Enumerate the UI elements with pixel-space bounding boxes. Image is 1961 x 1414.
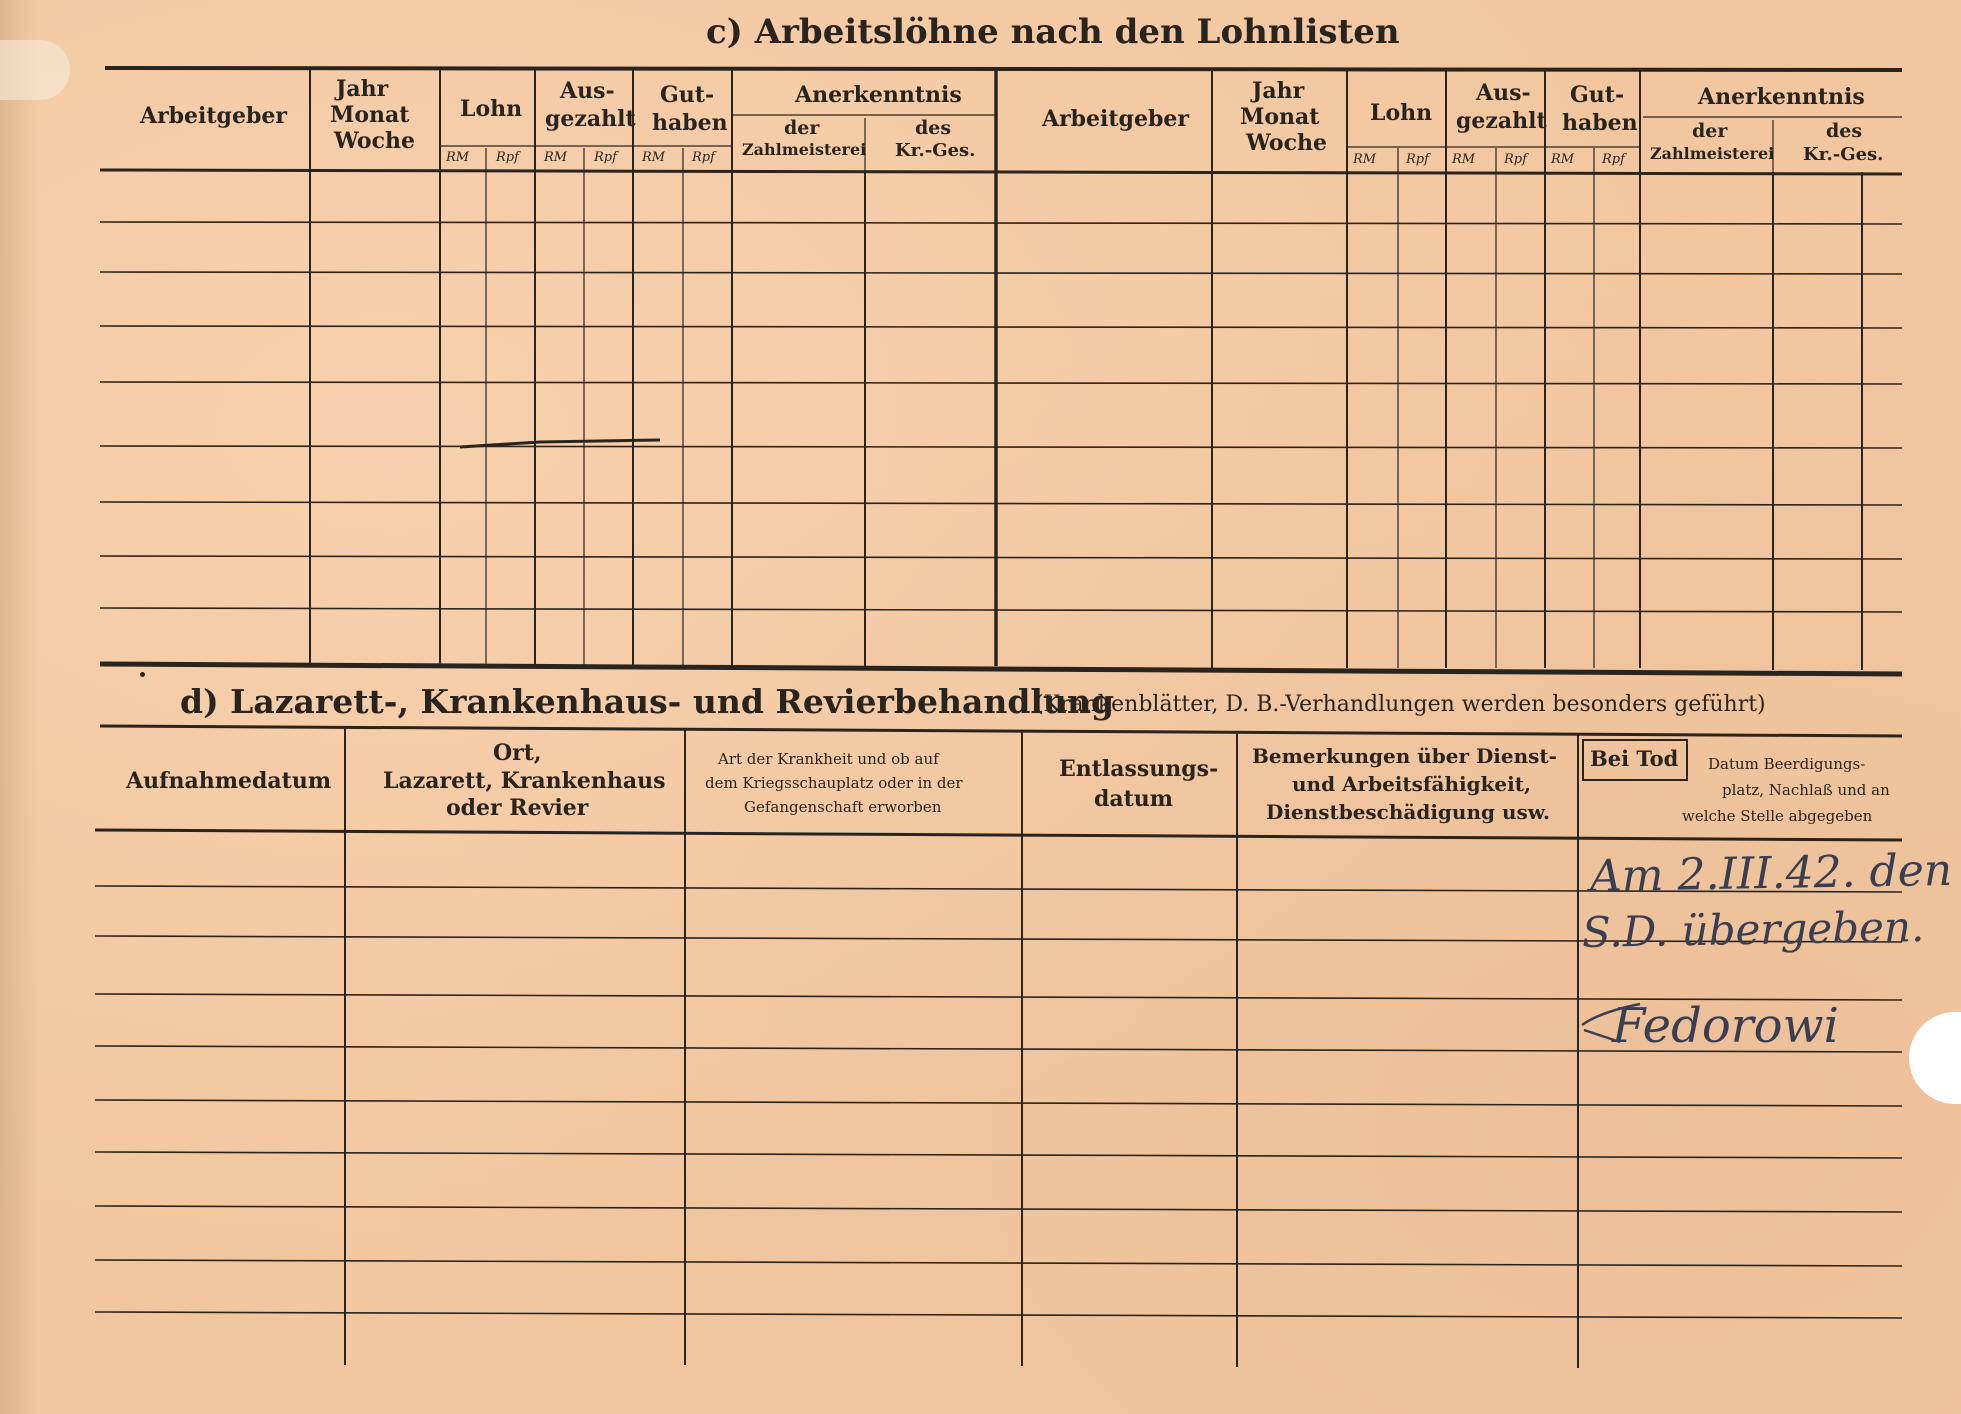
- unit-rm: RM: [1353, 152, 1377, 167]
- header-zahlmeisterei: Zahlmeisterei: [742, 140, 867, 159]
- header-gut-right: Gut-: [1570, 82, 1625, 108]
- header-jahr-right: Jahr: [1252, 78, 1305, 104]
- header-haben-right: haben: [1562, 110, 1638, 136]
- header-entlassung-line1: Entlassungs-: [1059, 756, 1219, 782]
- unit-rpf: Rpf: [1504, 152, 1527, 167]
- unit-rpf: Rpf: [496, 150, 519, 165]
- section-d-title: d) Lazarett-, Krankenhaus- und Revierbehandlung: [180, 682, 1115, 721]
- header-arbeitgeber-right: Arbeitgeber: [1042, 106, 1189, 132]
- header-der: der: [784, 117, 820, 139]
- unit-rm: RM: [1452, 152, 1476, 167]
- unit-rpf: Rpf: [1406, 152, 1429, 167]
- header-aus-right: Aus-: [1476, 80, 1531, 106]
- header-arbeitgeber: Arbeitgeber: [140, 103, 287, 129]
- header-gezahlt-right: gezahlt: [1456, 108, 1547, 134]
- header-datum-line2: platz, Nachlaß und an: [1722, 781, 1890, 799]
- header-datum-line3: welche Stelle abgegeben: [1682, 807, 1873, 825]
- section-d-note: (Krankenblätter, D. B.-Verhandlungen werden besonders geführt): [1035, 692, 1766, 717]
- header-anerkenntnis-right: Anerkenntnis: [1698, 84, 1865, 110]
- header-bemerkungen-line2: und Arbeitsfähigkeit,: [1292, 772, 1531, 796]
- section-c-title: c) Arbeitslöhne nach den Lohnlisten: [706, 12, 1400, 52]
- unit-rm: RM: [544, 150, 568, 165]
- unit-rpf: Rpf: [1602, 152, 1625, 167]
- header-jahr: Jahr: [336, 76, 389, 102]
- header-bemerkungen-line3: Dienstbeschädigung usw.: [1266, 800, 1550, 824]
- header-aus: Aus-: [560, 78, 615, 104]
- ink-dot: [140, 672, 145, 677]
- header-bei-tod: Bei Tod: [1590, 746, 1679, 771]
- unit-rm: RM: [1551, 152, 1575, 167]
- header-ort-line3: oder Revier: [446, 795, 589, 821]
- header-monat: Monat: [330, 102, 410, 128]
- unit-rpf: Rpf: [692, 150, 715, 165]
- header-haben: haben: [652, 110, 728, 136]
- header-woche: Woche: [334, 128, 415, 154]
- header-zahlmeisterei-right: Zahlmeisterei: [1650, 144, 1775, 163]
- header-krges-right: Kr.-Ges.: [1803, 144, 1884, 165]
- header-datum-line1: Datum Beerdigungs-: [1708, 755, 1866, 773]
- handwritten-signature: Fedorowi: [1612, 998, 1839, 1054]
- header-lohn: Lohn: [460, 96, 523, 122]
- unit-rm: RM: [642, 150, 666, 165]
- header-art-line2: dem Kriegsschauplatz oder in der: [705, 774, 963, 792]
- unit-rpf: Rpf: [594, 150, 617, 165]
- handwritten-transfer-entry: S.D. übergeben.: [1581, 902, 1925, 957]
- handwritten-date-entry: Am 2.III.42. den: [1589, 844, 1953, 903]
- header-anerkenntnis: Anerkenntnis: [795, 82, 962, 108]
- header-ort-line1: Ort,: [493, 740, 542, 766]
- header-art-line3: Gefangenschaft erworben: [744, 798, 942, 816]
- header-art-line1: Art der Krankheit und ob auf: [718, 750, 939, 768]
- header-bemerkungen-line1: Bemerkungen über Dienst-: [1252, 744, 1557, 768]
- header-des: des: [915, 117, 952, 139]
- header-krges: Kr.-Ges.: [895, 140, 976, 161]
- header-lohn-right: Lohn: [1370, 100, 1433, 126]
- header-entlassung-line2: datum: [1094, 786, 1174, 812]
- header-gezahlt: gezahlt: [545, 106, 636, 132]
- header-aufnahmedatum: Aufnahmedatum: [126, 768, 332, 794]
- header-der-right: der: [1692, 120, 1728, 142]
- header-ort-line2: Lazarett, Krankenhaus: [383, 768, 666, 794]
- header-gut: Gut-: [660, 82, 715, 108]
- header-des-right: des: [1826, 120, 1863, 142]
- header-monat-right: Monat: [1240, 104, 1320, 130]
- header-woche-right: Woche: [1246, 130, 1327, 156]
- unit-rm: RM: [446, 150, 470, 165]
